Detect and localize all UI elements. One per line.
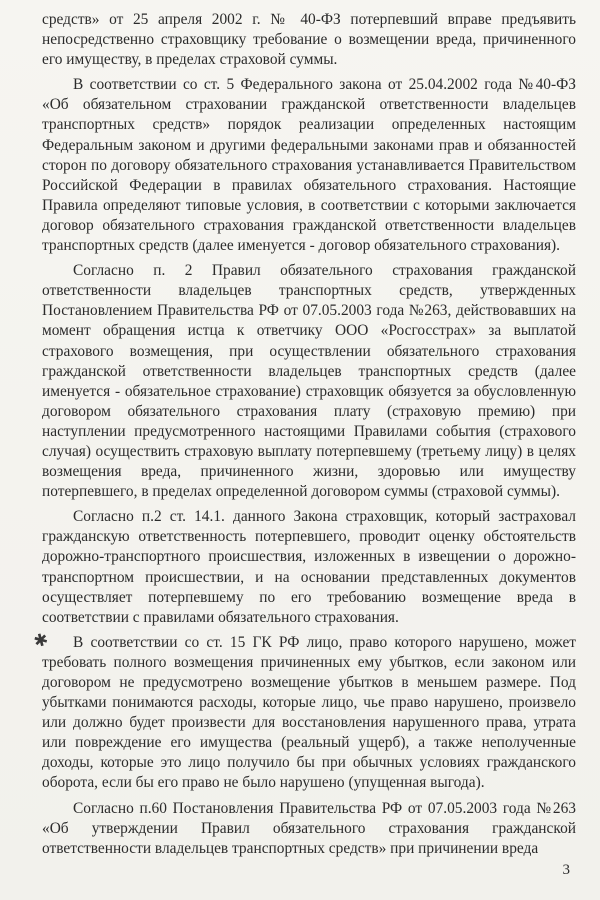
paragraph-4: Согласно п.2 ст. 14.1. данного Закона страховщик, который застраховал гражданскую ответственность потерпевшего, проводит оценку обстоятельств дорожно-транспортного происшествия, изложенных в извещении о дорожно-транспортном происшествии, и на основании представленных документов осуществляет потерпевшему по его требованию возмещение вреда в соответствии с правилами обязательного страхования. — [42, 508, 576, 626]
margin-mark-icon: ✱ — [31, 629, 51, 652]
paragraph-6: Согласно п.60 Постановления Правительства РФ от 07.05.2003 года №263 «Об утверждении Правил обязательного страхования гражданской ответственности владельцев транспортных средств» при причинении вреда — [42, 799, 576, 857]
paragraph-5: В соответствии со ст. 15 ГК РФ лицо, право которого нарушено, может требовать полного возмещения причиненных ему убытков, если законом или договором не предусмотрено возмещение убытков в меньшем размере. Под убытками понимаются расходы, которые лицо, чье право нарушено, произвело или должно будет произвести для восстановления нарушенного права, утрата или повреждение его имущества (реальный ущерб), а также неполученные доходы, которые это лицо получило бы при обычных условиях гражданского оборота, если бы его право не было нарушено (упущенная выгода). — [42, 633, 576, 792]
paragraph-3: Согласно п. 2 Правил обязательного страхования гражданской ответственности владельцев транспортных средств, утвержденных Постановлением Правительства РФ от 07.05.2003 года №263, действовавших на момент обращения истца к ответчику ООО «Росгосстрах» за выплатой страхового возмещения, при осуществлении обязательного страхования гражданской ответственности владельцев транспортных средств (далее именуется - обязательное страхование) страховщик обязуется за обусловленную договором обязательного страхования плату (страховую премию) при наступлении предусмотренного настоящими Правилами события (страхового случая) осуществить страховую выплату потерпевшему (третьему лицу) в целях возмещения вреда, причиненного жизни, здоровью или имуществу потерпевшего, в пределах определенной договором суммы (страховой суммы). — [42, 262, 576, 501]
page-number: 3 — [562, 862, 570, 878]
paragraph-2: В соответствии со ст. 5 Федерального закона от 25.04.2002 года №40-ФЗ «Об обязательном страховании гражданской ответственности владельцев транспортных средств» порядок реализации определенных настоящим Федеральным законом и другими федеральными законами прав и обязанностей сторон по договору обязательного страхования устанавливается Правительством Российской Федерации в правилах обязательного страхования. Настоящие Правила определяют типовые условия, в соответствии с которыми заключается договор обязательного страхования гражданской ответственности владельцев транспортных средств (далее именуется - договор обязательного страхования). — [42, 76, 576, 255]
document-body — [42, 10, 576, 864]
paragraph-1: средств» от 25 апреля 2002 г. № 40-ФЗ потерпевший вправе предъявить непосредственно страховщику требование о возмещении вреда, причиненного его имуществу, в пределах страховой суммы. — [42, 11, 576, 69]
